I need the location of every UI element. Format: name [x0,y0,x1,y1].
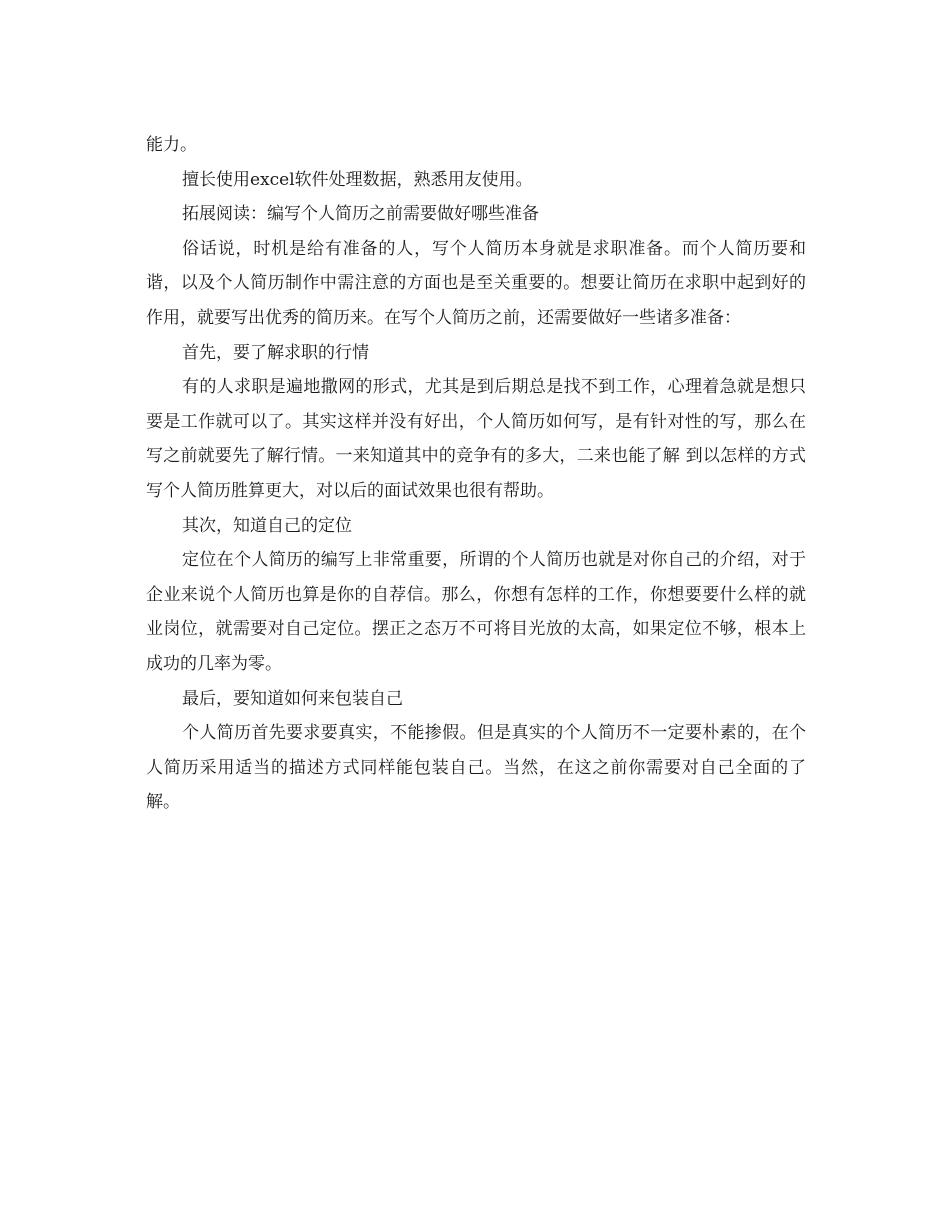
paragraph-packaging-detail: 个人简历首先要求要真实，不能掺假。但是真实的个人简历不一定要朴素的，在个人简历采用适当的描述方式同样能包装自己。当然，在这之前你需要对自己全面的了解。 [146,723,806,813]
heading-second-positioning: 其次，知道自己的定位 [182,515,352,536]
heading-first-market: 首先，要了解求职的行情 [182,342,369,363]
paragraph-positioning-detail: 定位在个人简历的编写上非常重要，所谓的个人简历也就是对你自己的介绍，对于企业来说个人简历也算是你的自荐信。那么，你想有怎样的工作，你想要要什么样的就业岗位，就需要对自己定位。摆正之态万不可将目光放的太高，如果定位不够，根本上成功的几率为零。 [146,550,806,674]
document-body [146,128,806,820]
paragraph-ability-continued: 能力。 [146,135,197,155]
paragraph-excel-skill: 擅长使用excel软件处理数据，熟悉用友使用。 [182,169,533,190]
paragraph-preparation-intro: 俗话说，时机是给有准备的人，写个人简历本身就是求职准备。而个人简历要和谐，以及个人简历制作中需注意的方面也是至关重要的。想要让简历在求职中起到好的作用，就要写出优秀的简历来。在写个人简历之前，还需要做好一些诸多准备： [146,238,806,328]
paragraph-market-detail: 有的人求职是遍地撒网的形式，尤其是到后期总是找不到工作，心理着急就是想只要是工作就可以了。其实这样并没有好出，个人简历如何写，是有针对性的写，那么在写之前就要先了解行情。一来知道其中的竞争有的多大，二来也能了解 到以怎样的方式写个人简历胜算更大，对以后的面试效果也很有帮助。 [146,377,806,501]
section-heading-extended-reading: 拓展阅读：编写个人简历之前需要做好哪些准备 [182,204,539,225]
heading-last-packaging: 最后，要知道如何来包装自己 [182,688,403,709]
